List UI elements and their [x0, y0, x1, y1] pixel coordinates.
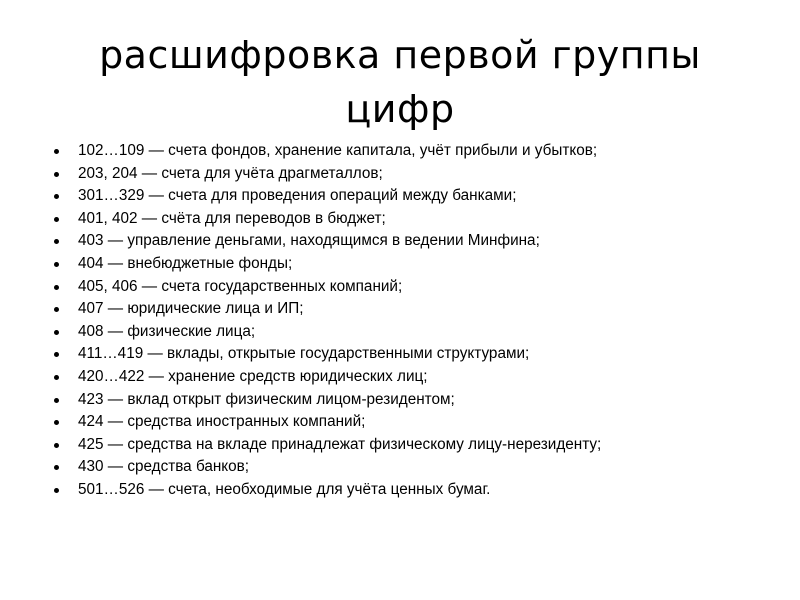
list-item — [50, 298, 770, 321]
bullet-icon — [54, 172, 59, 177]
list-item-text: 403 — управление деньгами, находящимся в ведении Минфина; — [78, 232, 540, 250]
list-item — [50, 411, 770, 434]
list-item-text: 411…419 — вклады, открытые государственными структурами; — [78, 345, 530, 363]
list-item-text: 420…422 — хранение средств юридических лиц; — [78, 367, 428, 385]
bullet-icon — [54, 488, 59, 493]
list-item — [50, 321, 770, 344]
bullet-icon — [54, 194, 59, 199]
bullet-icon — [54, 217, 59, 222]
list-item-text: 424 — средства иностранных компаний; — [78, 413, 366, 431]
list-item — [50, 140, 770, 163]
bullet-icon — [54, 398, 59, 403]
bullet-icon — [54, 443, 59, 448]
list-item-text: 425 — средства на вкладе принадлежат физическому лицу-нерезиденту; — [78, 435, 602, 453]
list-item-text: 401, 402 — счёта для переводов в бюджет; — [78, 209, 386, 227]
list-item — [50, 208, 770, 231]
bullet-icon — [54, 307, 59, 312]
list-item — [50, 479, 770, 502]
list-item-text: 430 — средства банков; — [78, 458, 250, 476]
list-item — [50, 163, 770, 186]
bullet-icon — [54, 465, 59, 470]
list-item — [50, 456, 770, 479]
bullet-icon — [54, 262, 59, 267]
bullet-icon — [54, 375, 59, 380]
list-item-text: 501…526 — счета, необходимые для учёта ценных бумаг. — [78, 480, 491, 498]
list-item-text: 404 — внебюджетные фонды; — [78, 254, 293, 272]
bullet-icon — [54, 239, 59, 244]
bullet-icon — [54, 149, 59, 154]
list-item-text: 407 — юридические лица и ИП; — [78, 300, 304, 318]
list-item — [50, 276, 770, 299]
list-item-text: 405, 406 — счета государственных компаний; — [78, 277, 403, 295]
list-item — [50, 253, 770, 276]
list-item — [50, 185, 770, 208]
bullet-list — [50, 140, 770, 502]
list-item-text: 301…329 — счета для проведения операций между банками; — [78, 187, 517, 205]
list-item-text: 203, 204 — счета для учёта драгметаллов; — [78, 164, 383, 182]
bullet-icon — [54, 330, 59, 335]
list-item — [50, 389, 770, 412]
slide-title: расшифровка первой группы цифр — [99, 33, 701, 131]
bullet-icon — [54, 420, 59, 425]
list-item-text: 423 — вклад открыт физическим лицом-резидентом; — [78, 390, 455, 408]
bullet-icon — [54, 352, 59, 357]
bullet-icon — [54, 285, 59, 290]
list-item-text: 102…109 — счета фондов, хранение капитала, учёт прибыли и убытков; — [78, 142, 598, 159]
list-item — [50, 230, 770, 253]
list-item — [50, 343, 770, 366]
list-item-text: 408 — физические лица; — [78, 322, 256, 340]
list-item — [50, 434, 770, 457]
list-item — [50, 366, 770, 389]
